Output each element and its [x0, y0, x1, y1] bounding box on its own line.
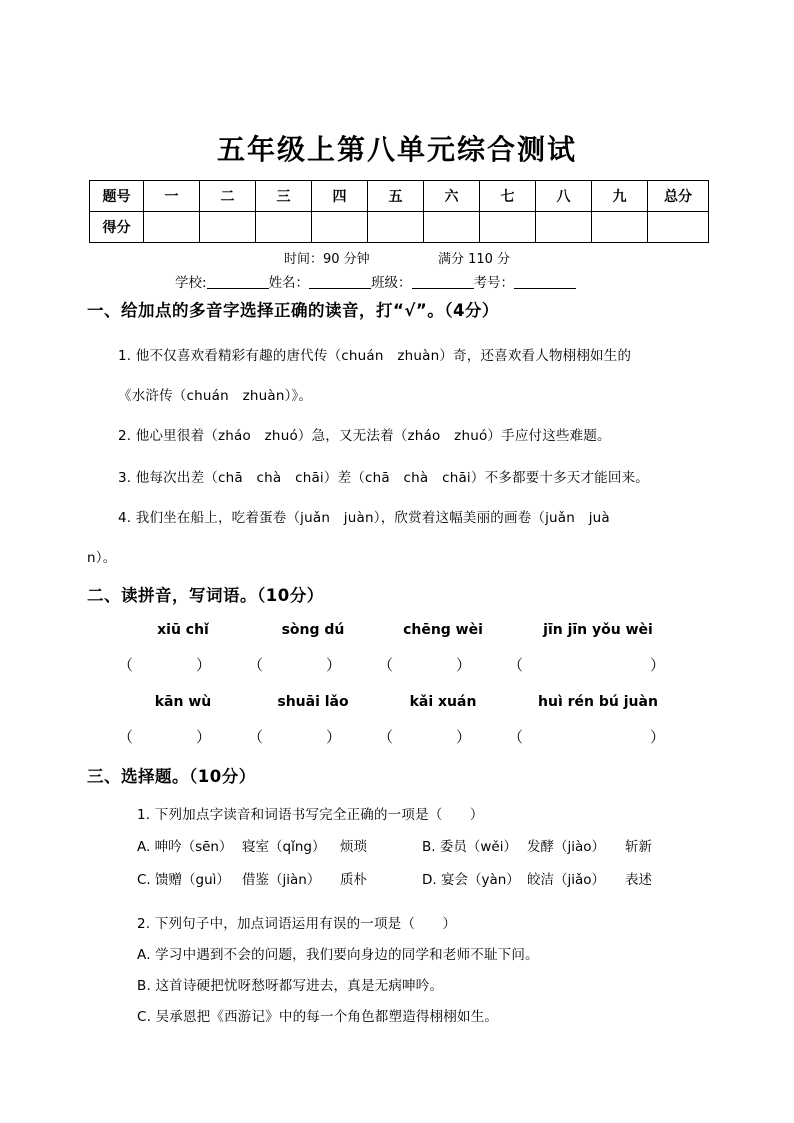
option-b-item-1: B. 委员（wěi） — [422, 839, 517, 855]
answer-blank-2[interactable] — [248, 654, 378, 676]
paren-left: （ — [378, 656, 394, 674]
page-title: 五年级上第八单元综合测试 — [216, 133, 577, 166]
exam-no-label: 考号： — [473, 275, 515, 291]
section-3-question-1-options-row-1 — [137, 835, 652, 855]
score-table-col-7: 七 — [480, 181, 536, 212]
section-1-question-4-line-2: n）。 — [87, 550, 117, 566]
paren-left: （ — [118, 728, 134, 746]
score-table-col-1: 一 — [144, 181, 200, 212]
answer-paren-row-1 — [118, 654, 698, 676]
score-table-col-2: 二 — [200, 181, 256, 212]
student-info-line — [175, 271, 695, 291]
section-1-question-2: 2. 他心里很着（zháo zhuó）急，又无法着（zháo zhuó）手应付这些难题。 — [118, 428, 611, 444]
option-c-item-3: 质朴 — [340, 872, 367, 888]
pinyin-word-8: huì rén bú juàn — [538, 694, 658, 710]
option-b[interactable] — [422, 835, 652, 855]
score-cell-1[interactable] — [144, 212, 200, 243]
option-a-item-2: 寝室（qǐng） — [242, 839, 326, 855]
answer-blank-8[interactable] — [508, 726, 688, 748]
paren-right: ） — [650, 728, 666, 746]
class-label: 班级： — [371, 275, 412, 291]
score-table-col-6: 六 — [424, 181, 480, 212]
score-table-label-score: 得分 — [90, 212, 144, 243]
answer-blank-1[interactable] — [118, 654, 248, 676]
option-d-item-1: D. 宴会（yàn） — [422, 872, 520, 888]
answer-blank-7[interactable] — [378, 726, 508, 748]
answer-blank-4[interactable] — [508, 654, 688, 676]
score-table-col-9: 九 — [592, 181, 648, 212]
option-c-item-1: C. 馈赠（guì） — [137, 872, 230, 888]
pinyin-word-1: xiū chǐ — [157, 622, 209, 638]
name-label: 姓名： — [268, 275, 310, 291]
option-a-item-1: A. 呻吟（sēn） — [137, 839, 233, 855]
school-field[interactable] — [207, 274, 269, 289]
class-field[interactable] — [412, 274, 474, 289]
option-d-item-3: 表述 — [625, 872, 652, 888]
score-cell-8[interactable] — [536, 212, 592, 243]
paren-right: ） — [456, 728, 472, 746]
answer-blank-5[interactable] — [118, 726, 248, 748]
section-3-question-2-option-b[interactable]: B. 这首诗硬把忧呀愁呀都写进去，真是无病呻吟。 — [137, 978, 444, 994]
score-cell-7[interactable] — [480, 212, 536, 243]
paren-right: ） — [456, 656, 472, 674]
score-table-col-4: 四 — [312, 181, 368, 212]
exam-no-field[interactable] — [514, 274, 576, 289]
paren-left: （ — [508, 728, 524, 746]
score-table-col-total: 总分 — [648, 181, 709, 212]
option-c[interactable] — [137, 868, 422, 888]
pinyin-word-3: chēng wèi — [403, 622, 483, 638]
section-3-question-2-option-a[interactable]: A. 学习中遇到不会的问题，我们要向身边的同学和老师不耻下问。 — [137, 947, 539, 963]
score-table — [89, 180, 709, 243]
paren-left: （ — [508, 656, 524, 674]
pinyin-word-2: sòng dú — [281, 622, 345, 638]
score-table-label-question: 题号 — [90, 181, 144, 212]
score-table-col-5: 五 — [368, 181, 424, 212]
section-1-question-1-line-2: 《水浒传（chuán zhuàn）》。 — [118, 388, 313, 404]
answer-paren-row-2 — [118, 726, 698, 748]
score-cell-4[interactable] — [312, 212, 368, 243]
answer-blank-3[interactable] — [378, 654, 508, 676]
score-cell-total[interactable] — [648, 212, 709, 243]
option-d[interactable] — [422, 868, 652, 888]
answer-blank-6[interactable] — [248, 726, 378, 748]
section-2-heading: 二、读拼音，写词语。（10分） — [87, 586, 324, 605]
paren-right: ） — [196, 656, 212, 674]
section-1-question-1-line-1: 1. 他不仅喜欢看精彩有趣的唐代传（chuán zhuàn）奇，还喜欢看人物栩栩如生的 — [118, 348, 632, 364]
score-cell-3[interactable] — [256, 212, 312, 243]
paren-left: （ — [248, 728, 264, 746]
school-label: 学校: — [175, 275, 207, 291]
paren-left: （ — [118, 656, 134, 674]
section-3-question-1-stem: 1. 下列加点字读音和词语书写完全正确的一项是（ ） — [137, 807, 484, 823]
score-table-col-8: 八 — [536, 181, 592, 212]
pinyin-word-6: shuāi lǎo — [277, 694, 349, 710]
option-b-item-3: 斩新 — [625, 839, 652, 855]
pinyin-word-7: kǎi xuán — [409, 694, 477, 710]
pinyin-row-1 — [118, 622, 698, 638]
exam-full-score: 满分 110 分 — [437, 252, 511, 267]
option-d-item-2: 皎洁（jiǎo） — [527, 872, 606, 888]
section-3-question-2-option-c[interactable]: C. 吴承恩把《西游记》中的每一个角色都塑造得栩栩如生。 — [137, 1009, 499, 1025]
table-row-scores — [90, 212, 709, 243]
paren-right: ） — [196, 728, 212, 746]
section-3-question-1-options-row-2 — [137, 868, 652, 888]
option-b-item-2: 发酵（jiào） — [527, 839, 606, 855]
pinyin-row-2 — [118, 694, 698, 710]
exam-meta-line — [0, 248, 794, 267]
exam-duration: 时间：90 分钟 — [283, 252, 370, 267]
paren-left: （ — [378, 728, 394, 746]
score-cell-9[interactable] — [592, 212, 648, 243]
section-3-heading: 三、选择题。（10分） — [87, 767, 256, 786]
paren-right: ） — [326, 656, 342, 674]
name-field[interactable] — [309, 274, 371, 289]
pinyin-word-4: jīn jīn yǒu wèi — [543, 622, 653, 638]
score-table-col-3: 三 — [256, 181, 312, 212]
option-a-item-3: 烦琐 — [340, 839, 367, 855]
paren-right: ） — [326, 728, 342, 746]
option-a[interactable] — [137, 835, 422, 855]
paren-left: （ — [248, 656, 264, 674]
option-c-item-2: 借鉴（jiàn） — [242, 872, 321, 888]
table-row-question-numbers — [90, 181, 709, 212]
pinyin-word-5: kān wù — [154, 694, 212, 710]
section-3-question-2-stem: 2. 下列句子中，加点词语运用有误的一项是（ ） — [137, 916, 457, 932]
score-cell-2[interactable] — [200, 212, 256, 243]
section-1-heading: 一、给加点的多音字选择正确的读音，打“√”。（4分） — [87, 301, 499, 320]
score-cell-5[interactable] — [368, 212, 424, 243]
score-cell-6[interactable] — [424, 212, 480, 243]
section-1-question-3: 3. 他每次出差（chā chà chāi）差（chā chà chāi）不多都要十多天才能回来。 — [118, 470, 649, 486]
paren-right: ） — [650, 656, 666, 674]
section-1-question-4-line-1: 4. 我们坐在船上，吃着蛋卷（juǎn juàn），欣赏着这幅美丽的画卷（juǎn juà — [118, 510, 610, 526]
